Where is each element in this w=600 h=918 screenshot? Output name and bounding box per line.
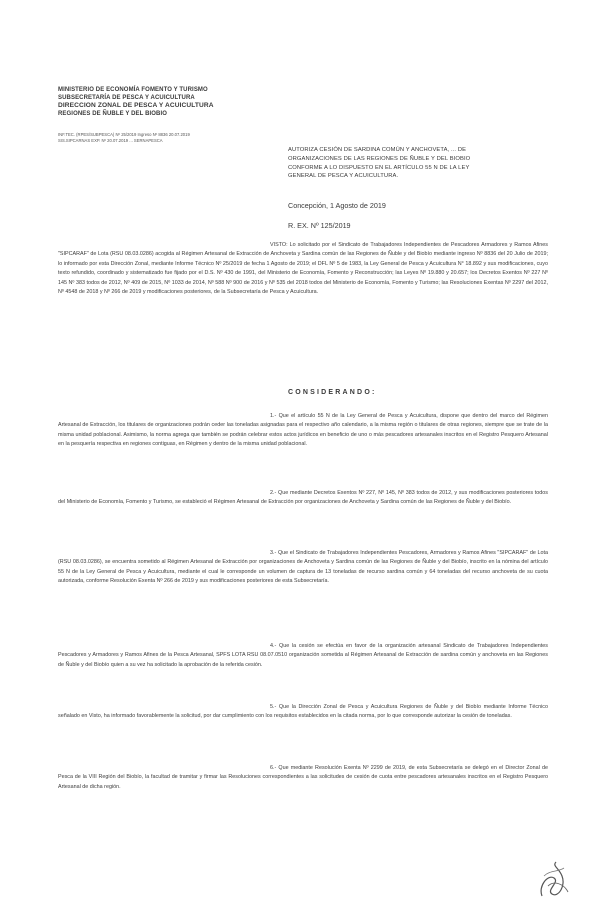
considerando-5-text: 5.- Que la Dirección Zonal de Pesca y Acuicultura Regiones de Ñuble y del Biobío mediante Informe Técnico señalado en Visto, ha informado favorablemente la solicitud, por dar cumplimiento con los requisitos establecidos en la citada norma, por lo que corresponde autorizar la cesión de toneladas. [58,704,548,720]
subject-line-2: ORGANIZACIONES DE LAS REGIONES DE ÑUBLE Y DEL BIOBIO [288,155,471,162]
subject-line-4: GENERAL DE PESCA Y ACUICULTURA. [288,173,399,180]
letterhead [58,86,258,118]
subject-line-3: CONFORME A LO DISPUESTO EN EL ARTÍCULO 55 N DE LA LEY [288,164,470,171]
reference-line-1: INF.TEC. (RPES/SUBPESCA) Nº 25/2019 Ingreso Nº 8836 20.07.2019 [58,132,190,137]
considerando-2-text: 2.- Que mediante Decretos Exentos Nº 227, Nº 145, Nº 383 todos de 2012, y sus modificaciones posteriores todos del Ministerio de Economía, Fomento y Turismo, se estableció el Régimen Artesanal de Extracción por organizaciones de Anchoveta y Sardina común de las Regiones de Ñuble y del Biobío. [58,490,548,506]
reference-line-2: SIS.SIPCARNAS EXP. Nº 20.07.2019 ... SERNAPESCA [58,137,163,143]
visto-paragraph [58,241,548,297]
subject-line-1: AUTORIZA CESIÓN DE SARDINA COMÚN Y ANCHOVETA, ... DE [288,147,467,153]
visto-label: VISTO: [270,242,288,248]
subsecretaria-name: SUBSECRETARÍA DE PESCA Y ACUICULTURA [58,95,195,101]
document-date: Concepción, 1 Agosto de 2019 [288,201,386,210]
considerando-4-text: 4.- Que la cesión se efectúa en favor de la organización artesanal Sindicato de Trabajadores Independientes Pescadores y Armadores y Ramos Afines de la Pesca Artesanal, SPFS LOTA RSU 08.07.0510 organización sometida al Régimen Artesanal de Extracción de sardina común y anchoveta en las Regiones de Ñuble y del Biobío quien a su vez ha solicitado la aprobación de la referida cesión. [58,643,548,668]
considerando-5 [58,703,548,722]
considerando-3 [58,549,548,587]
considerando-6-text: 6.- Que mediante Resolución Exenta Nº 2299 de 2019, de esta Subsecretaría se delegó en el Director Zonal de Pesca de la VIII Región del Biobío, la facultad de tramitar y firmar las Resoluciones correspondientes a las solicitudes de cesión de cuota entre pescadores artesanales inscritos en el Registro Pesquero Artesanal de dicha región. [58,765,548,790]
considerando-heading: CONSIDERANDO: [288,389,377,396]
considerando-4 [58,642,548,670]
handwritten-initials-signature [534,856,574,904]
reference-lines [58,132,308,143]
considerando-1 [58,412,548,450]
regions-name: REGIONES DE ÑUBLE Y DEL BIOBIO [58,111,168,117]
resolution-number: R. EX. Nº 125/2019 [288,221,351,230]
visto-text: Lo solicitado por el Sindicato de Trabajadores Independientes de Pescadores Armadores y Ramos Afines "SIPCARAF" de Lota (RSU 08.03.0286) acogida al Régimen Artesanal de Extracción de Anchoveta y Sardina común de las Regiones de Ñuble y del Biobío mediante ingreso Nº 8836 del 20 Julio de 2019; lo informado por esta Dirección Zonal, mediante Informe Técnico Nº 25/2019 de fecha 1 Agosto de 2019; el DFL Nº 5 de 1983, la Ley General de Pesca y Acuicultura N° 18.892 y sus modificaciones, cuyo texto refundido, coordinado y sistematizado fue fijado por el D.S. Nº 430 de 1991, del Ministerio de Economía, Fomento y Reconstrucción; las Leyes Nº 19.880 y 20.657; los Decretos Exentos Nº 227 Nº 145 Nº 383 todos de 2012, Nº 409 de 2015, Nº 1033 de 2014, Nº 588 Nº 900 de 2016 y Nº 535 del 2018 todos del Ministerio de Economía, Fomento y Turismo; las Resoluciones Exentas Nº 2297 del 2012, Nº 4548 de 2018 y Nº 266 de 2019 y modificaciones posteriores, de la Subsecretaría de Pesca y Acuicultura. [58,242,549,296]
considerando-2 [58,489,548,508]
considerando-3-text: 3.- Que el Sindicato de Trabajadores Independientes Pescadores, Armadores y Ramos Afines "SIPCARAF" de Lota (RSU 08.03.0286), se encuentra sometido al Régimen Artesanal de Extracción por organizaciones de Anchoveta y Sardina común de las Regiones de Ñuble y del Biobío, inscrito en la nómina del artículo 55 N de la Ley General de Pesca y Acuicultura, mediante el cual le corresponde un volumen de captura de 13 toneladas de recurso sardina común y 64 toneladas del recurso anchoveta de su cuota autorizada, conforme Resolución Exenta Nº 266 de 2019 y sus modificaciones posteriores de esta Subsecretaría. [58,550,548,585]
considerando-6 [58,764,548,792]
considerando-1-text: 1.- Que el artículo 55 N de la Ley General de Pesca y Acuicultura, dispone que dentro del marco del Régimen Artesanal de Extracción, los titulares de organizaciones podrán ceder las toneladas asignadas para el respectivo año calendario, a la misma región o titulares de otras regiones, siempre que se trate de la misma unidad poblacional. Asimismo, la norma agrega que también se podrán celebrar estos actos jurídicos en beneficio de uno o más pescadores artesanales inscritos en el Registro Pesquero Artesanal en la pesquería respectiva en regiones contiguas, en Régimen y dentro de la misma unidad poblacional. [58,413,548,448]
subject-block [288,146,548,181]
direccion-zonal-name: DIRECCION ZONAL DE PESCA Y ACUICULTURA [58,102,214,109]
ministry-name: MINISTERIO DE ECONOMÍA FOMENTO Y TURISMO [58,87,208,93]
